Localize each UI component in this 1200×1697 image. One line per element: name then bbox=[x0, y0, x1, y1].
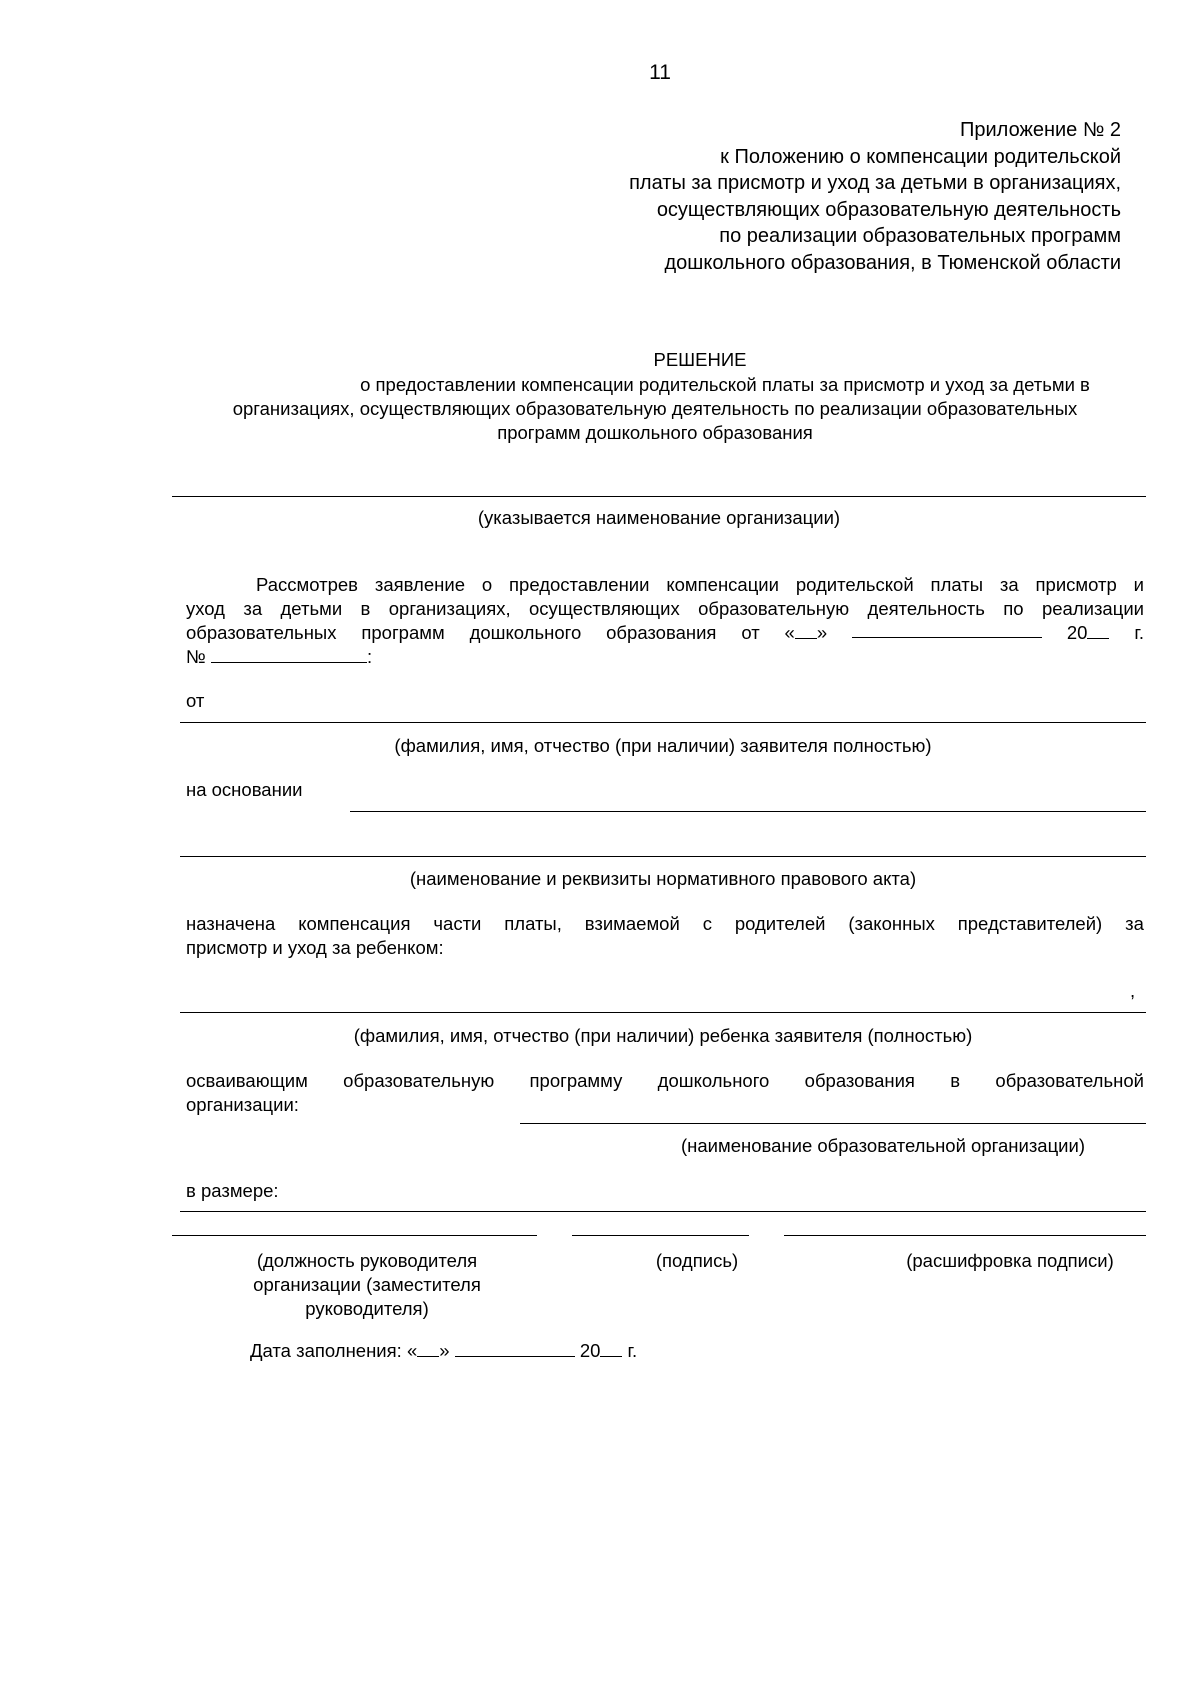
year-prefix: 20 bbox=[579, 1340, 601, 1361]
word: компенсация bbox=[298, 913, 411, 934]
quote-open: « bbox=[406, 1340, 418, 1361]
decoding-field-line[interactable] bbox=[784, 1235, 1146, 1236]
application-number-field[interactable] bbox=[211, 646, 367, 663]
child-caption: (фамилия, имя, отчество (при наличии) ребенка заявителя (полностью) bbox=[353, 1025, 973, 1046]
appendix-header bbox=[421, 117, 1121, 276]
colon: : bbox=[367, 646, 373, 667]
child-field-line[interactable] bbox=[180, 1012, 1146, 1013]
subtitle-line: организациях, осуществляющих образовательную деятельность по реализации образовательных bbox=[232, 398, 1078, 419]
page-number: 11 bbox=[649, 61, 671, 84]
fill-date-label: Дата заполнения: bbox=[250, 1340, 402, 1361]
word: платы, bbox=[504, 913, 562, 934]
edu-org-field-line[interactable] bbox=[520, 1123, 1146, 1124]
word: части bbox=[433, 913, 482, 934]
comma: , bbox=[1130, 980, 1136, 1001]
word: за bbox=[1125, 913, 1144, 934]
year-suffix: г. bbox=[1134, 622, 1144, 643]
assigned-line1 bbox=[186, 912, 1144, 936]
appendix-line: по реализации образовательных программ bbox=[719, 225, 1121, 247]
appendix-line: к Положению о компенсации родительской bbox=[720, 145, 1121, 168]
amount-label: в размере: bbox=[186, 1180, 279, 1201]
word: представителей) bbox=[957, 913, 1103, 934]
document-title: РЕШЕНИЕ bbox=[653, 349, 747, 370]
word: образования bbox=[804, 1070, 915, 1091]
assigned-line2: присмотр и уход за ребенком: bbox=[186, 937, 444, 958]
mastering-paragraph bbox=[186, 1069, 1144, 1117]
application-year-field[interactable] bbox=[1067, 621, 1110, 645]
appendix-line: осуществляющих образовательную деятельность bbox=[656, 198, 1121, 221]
organization-caption: (указывается наименование организации) bbox=[477, 507, 841, 528]
basis-label: на основании bbox=[186, 779, 303, 800]
from-label: от bbox=[186, 690, 205, 711]
word: от bbox=[741, 622, 760, 643]
subtitle-line: программ дошкольного образования bbox=[497, 422, 813, 443]
edu-org-caption: (наименование образовательной организации) bbox=[680, 1135, 1086, 1156]
word: взимаемой bbox=[584, 913, 680, 934]
word: дошкольного bbox=[469, 622, 582, 643]
document-subtitle bbox=[190, 373, 1120, 445]
applicant-field-line[interactable] bbox=[180, 722, 1146, 723]
word: образовательную bbox=[343, 1070, 495, 1091]
word: образовательной bbox=[995, 1070, 1144, 1091]
fill-date bbox=[250, 1340, 637, 1362]
fill-month-field[interactable] bbox=[455, 1340, 575, 1357]
para1-line2: уход за детьми в организациях, осуществляющих образовательную деятельность по реализации bbox=[186, 598, 1144, 619]
year-suffix: г. bbox=[627, 1340, 638, 1361]
position-caption: (должность руководителя организации (заместителя руководителя) bbox=[253, 1250, 481, 1319]
signature-caption: (подпись) bbox=[655, 1250, 739, 1271]
application-day-field[interactable] bbox=[785, 621, 828, 645]
quote-open: « bbox=[784, 622, 795, 643]
word: назначена bbox=[186, 913, 276, 934]
para1-line4 bbox=[186, 645, 1144, 669]
position-field-line[interactable] bbox=[172, 1235, 537, 1236]
mastering-line2: организации: bbox=[186, 1094, 299, 1115]
applicant-caption: (фамилия, имя, отчество (при наличии) заявителя полностью) bbox=[394, 735, 932, 756]
word: родителей bbox=[734, 913, 826, 934]
basis-field-line-2[interactable] bbox=[180, 856, 1146, 857]
word: дошкольного bbox=[657, 1070, 770, 1091]
quote-close: » bbox=[439, 1340, 450, 1361]
consideration-paragraph bbox=[186, 573, 1144, 669]
para1-line3 bbox=[186, 621, 1144, 645]
fill-day-field[interactable] bbox=[417, 1340, 439, 1357]
para1-line1: Рассмотрев заявление о предоставлении компенсации родительской платы за присмотр и bbox=[256, 574, 1144, 595]
organization-field-line[interactable] bbox=[172, 496, 1146, 497]
word: образовательных bbox=[186, 622, 337, 643]
fill-year-field[interactable] bbox=[600, 1340, 622, 1357]
word: программ bbox=[361, 622, 445, 643]
application-month-field[interactable] bbox=[852, 621, 1042, 638]
appendix-line: платы за присмотр и уход за детьми в организациях, bbox=[629, 172, 1121, 194]
word: осваивающим bbox=[186, 1070, 308, 1091]
word: с bbox=[702, 913, 712, 934]
signature-field-line[interactable] bbox=[572, 1235, 749, 1236]
word: образования bbox=[606, 622, 717, 643]
decoding-caption: (расшифровка подписи) bbox=[906, 1250, 1114, 1271]
legal-act-caption: (наименование и реквизиты нормативного правового акта) bbox=[409, 868, 917, 889]
basis-field-line[interactable] bbox=[350, 811, 1146, 812]
year-blank[interactable] bbox=[1087, 622, 1109, 639]
word: программу bbox=[529, 1070, 623, 1091]
word: (законных bbox=[848, 913, 935, 934]
quote-close: » bbox=[816, 622, 828, 643]
assigned-paragraph bbox=[186, 912, 1144, 960]
day-blank[interactable] bbox=[795, 622, 817, 639]
appendix-line: Приложение № 2 bbox=[960, 119, 1121, 141]
year-prefix: 20 bbox=[1066, 622, 1088, 643]
amount-field-line[interactable] bbox=[180, 1211, 1146, 1212]
appendix-line: дошкольного образования, в Тюменской области bbox=[664, 251, 1121, 274]
number-sign: № bbox=[186, 646, 206, 667]
mastering-line1 bbox=[186, 1069, 1144, 1093]
word: в bbox=[950, 1070, 961, 1091]
subtitle-line: о предоставлении компенсации родительской платы за присмотр и уход за детьми в bbox=[360, 374, 1090, 395]
